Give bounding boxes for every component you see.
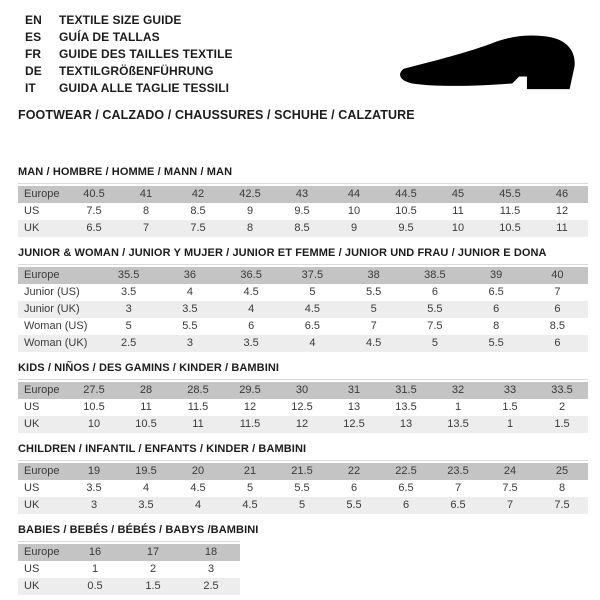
size-value: 4 <box>221 301 282 318</box>
size-value: 4.5 <box>172 480 224 497</box>
category-line: FOOTWEAR / CALZADO / CHAUSSURES / SCHUHE / CALZATURE <box>18 108 415 122</box>
size-value: 6 <box>527 301 588 318</box>
size-value: 31.5 <box>380 382 432 399</box>
size-value: 5 <box>98 318 159 335</box>
size-value: 42.5 <box>224 186 276 203</box>
size-value: 8 <box>120 203 172 220</box>
size-value: 5.5 <box>276 480 328 497</box>
size-value: 38.5 <box>404 267 465 284</box>
size-value: 33 <box>484 382 536 399</box>
language-title: GUÍA DE TALLAS <box>59 30 160 44</box>
size-value: 39 <box>466 267 527 284</box>
size-value: 45 <box>432 186 484 203</box>
table-row <box>18 335 588 352</box>
size-value: 13 <box>328 399 380 416</box>
row-label: US <box>18 561 66 578</box>
size-value: 25 <box>536 463 588 480</box>
table-row <box>18 284 588 301</box>
size-value: 3.5 <box>221 335 282 352</box>
size-value: 19 <box>68 463 120 480</box>
size-value: 1.5 <box>536 416 588 433</box>
section-title: KIDS / NIÑOS / DES GAMINS / KINDER / BAMBINI <box>18 362 280 374</box>
size-value: 5.5 <box>328 497 380 514</box>
row-label: Europe <box>18 267 98 284</box>
size-value: 24 <box>484 463 536 480</box>
size-value: 12 <box>536 203 588 220</box>
language-code: EN <box>25 13 42 27</box>
size-value: 13.5 <box>432 416 484 433</box>
size-value: 2 <box>124 561 182 578</box>
size-value: 4 <box>120 480 172 497</box>
size-value: 6.5 <box>68 220 120 237</box>
size-value: 12 <box>224 399 276 416</box>
size-value: 36 <box>159 267 220 284</box>
row-label: Woman (US) <box>18 318 98 335</box>
size-value: 6 <box>404 284 465 301</box>
size-value: 4 <box>159 284 220 301</box>
table-row <box>18 544 240 561</box>
section-title: MAN / HOMBRE / HOMME / MANN / MAN <box>18 166 233 178</box>
size-value: 10.5 <box>120 416 172 433</box>
size-value: 5.5 <box>159 318 220 335</box>
size-value: 46 <box>536 186 588 203</box>
size-value: 4 <box>282 335 343 352</box>
size-value: 13.5 <box>380 399 432 416</box>
row-label: UK <box>18 220 68 237</box>
size-value: 1 <box>66 561 124 578</box>
row-label: Woman (UK) <box>18 335 98 352</box>
size-value: 7 <box>120 220 172 237</box>
size-value: 7.5 <box>172 220 224 237</box>
row-label: US <box>18 203 68 220</box>
size-value: 19.5 <box>120 463 172 480</box>
size-value: 8.5 <box>276 220 328 237</box>
size-value: 1 <box>432 399 484 416</box>
table-row <box>18 220 588 237</box>
size-table-wrap <box>18 460 588 514</box>
size-section <box>18 524 588 595</box>
size-value: 5 <box>276 497 328 514</box>
size-value: 7 <box>527 284 588 301</box>
table-row <box>18 318 588 335</box>
table-row <box>18 399 588 416</box>
size-value: 11.5 <box>484 203 536 220</box>
size-value: 17 <box>124 544 182 561</box>
language-code: FR <box>25 47 42 61</box>
row-label: Junior (US) <box>18 284 98 301</box>
size-value: 10 <box>432 220 484 237</box>
header-block <box>18 12 588 122</box>
size-value: 10 <box>68 416 120 433</box>
table-row <box>18 382 588 399</box>
size-value: 43 <box>276 186 328 203</box>
size-value: 4.5 <box>343 335 404 352</box>
size-value: 30 <box>276 382 328 399</box>
size-table <box>18 186 588 237</box>
size-value: 6 <box>466 301 527 318</box>
size-value: 36.5 <box>221 267 282 284</box>
size-value: 11.5 <box>172 399 224 416</box>
size-table-wrap <box>18 541 240 595</box>
size-value: 12.5 <box>276 399 328 416</box>
row-label: Junior (UK) <box>18 301 98 318</box>
row-label: US <box>18 399 68 416</box>
size-value: 6 <box>527 335 588 352</box>
size-value: 7.5 <box>404 318 465 335</box>
size-value: 40 <box>527 267 588 284</box>
size-value: 3.5 <box>98 284 159 301</box>
size-value: 10 <box>328 203 380 220</box>
size-value: 45.5 <box>484 186 536 203</box>
size-table-wrap <box>18 183 588 237</box>
size-table <box>18 382 588 433</box>
size-value: 11 <box>172 416 224 433</box>
size-value: 28 <box>120 382 172 399</box>
size-value: 6.5 <box>466 284 527 301</box>
size-value: 5.5 <box>466 335 527 352</box>
size-value: 2.5 <box>98 335 159 352</box>
size-table <box>18 463 588 514</box>
size-value: 32 <box>432 382 484 399</box>
size-value: 16 <box>66 544 124 561</box>
size-value: 6 <box>328 480 380 497</box>
size-value: 5 <box>404 335 465 352</box>
table-row <box>18 301 588 318</box>
row-label: UK <box>18 497 68 514</box>
language-row <box>25 12 588 29</box>
size-value: 7 <box>432 480 484 497</box>
size-value: 6 <box>221 318 282 335</box>
size-value: 5.5 <box>404 301 465 318</box>
size-value: 2 <box>536 399 588 416</box>
size-value: 12.5 <box>328 416 380 433</box>
size-value: 3 <box>159 335 220 352</box>
size-value: 42 <box>172 186 224 203</box>
size-value: 1 <box>484 416 536 433</box>
size-table-wrap <box>18 264 588 352</box>
language-code: IT <box>25 81 36 95</box>
size-value: 31 <box>328 382 380 399</box>
size-value: 13 <box>380 416 432 433</box>
size-value: 22.5 <box>380 463 432 480</box>
size-value: 11.5 <box>224 416 276 433</box>
size-value: 3.5 <box>120 497 172 514</box>
table-row <box>18 203 588 220</box>
size-value: 1.5 <box>484 399 536 416</box>
size-value: 6 <box>380 497 432 514</box>
size-section <box>18 166 588 237</box>
row-label: UK <box>18 416 68 433</box>
language-code: DE <box>25 64 42 78</box>
size-value: 11 <box>536 220 588 237</box>
size-value: 5 <box>224 480 276 497</box>
size-value: 29.5 <box>224 382 276 399</box>
size-value: 8 <box>224 220 276 237</box>
size-value: 9.5 <box>276 203 328 220</box>
table-row <box>18 561 240 578</box>
size-value: 38 <box>343 267 404 284</box>
size-value: 7.5 <box>68 203 120 220</box>
size-value: 3.5 <box>68 480 120 497</box>
size-table <box>18 544 240 595</box>
dress-shoe-icon <box>395 30 591 94</box>
table-row <box>18 463 588 480</box>
size-value: 2.5 <box>182 578 240 595</box>
table-row <box>18 267 588 284</box>
size-value: 3.5 <box>159 301 220 318</box>
size-value: 5 <box>282 284 343 301</box>
size-value: 7 <box>484 497 536 514</box>
row-label: Europe <box>18 544 66 561</box>
size-value: 3 <box>98 301 159 318</box>
language-title: GUIDA ALLE TAGLIE TESSILI <box>59 81 230 95</box>
language-title: GUIDE DES TAILLES TEXTILE <box>59 47 233 61</box>
row-label: UK <box>18 578 66 595</box>
size-tables <box>18 166 588 595</box>
size-value: 33.5 <box>536 382 588 399</box>
size-value: 8 <box>466 318 527 335</box>
size-value: 27.5 <box>68 382 120 399</box>
size-value: 3 <box>182 561 240 578</box>
language-title: TEXTILGRÖßENFÜHRUNG <box>59 64 214 78</box>
size-value: 21.5 <box>276 463 328 480</box>
size-section <box>18 443 588 514</box>
size-value: 9 <box>328 220 380 237</box>
size-value: 11 <box>432 203 484 220</box>
size-value: 40.5 <box>68 186 120 203</box>
row-label: US <box>18 480 68 497</box>
size-value: 7 <box>343 318 404 335</box>
size-value: 35.5 <box>98 267 159 284</box>
size-value: 10.5 <box>484 220 536 237</box>
size-value: 9 <box>224 203 276 220</box>
size-value: 11 <box>120 399 172 416</box>
section-title: JUNIOR & WOMAN / JUNIOR Y MUJER / JUNIOR ET FEMME / JUNIOR UND FRAU / JUNIOR E DONA <box>18 247 547 259</box>
size-value: 44.5 <box>380 186 432 203</box>
size-value: 5 <box>343 301 404 318</box>
size-value: 10.5 <box>68 399 120 416</box>
size-value: 18 <box>182 544 240 561</box>
size-value: 44 <box>328 186 380 203</box>
size-table-wrap <box>18 379 588 433</box>
size-value: 1.5 <box>124 578 182 595</box>
size-value: 5.5 <box>343 284 404 301</box>
size-value: 4.5 <box>221 284 282 301</box>
size-section <box>18 247 588 352</box>
size-value: 7.5 <box>536 497 588 514</box>
size-value: 8 <box>536 480 588 497</box>
table-row <box>18 497 588 514</box>
table-row <box>18 480 588 497</box>
size-value: 21 <box>224 463 276 480</box>
size-value: 6.5 <box>282 318 343 335</box>
section-title: CHILDREN / INFANTIL / ENFANTS / KINDER / BAMBINI <box>18 443 307 455</box>
table-row <box>18 416 588 433</box>
size-value: 8.5 <box>527 318 588 335</box>
size-table <box>18 267 588 352</box>
row-label: Europe <box>18 186 68 203</box>
size-value: 12 <box>276 416 328 433</box>
size-value: 6.5 <box>380 480 432 497</box>
size-value: 41 <box>120 186 172 203</box>
size-value: 7.5 <box>484 480 536 497</box>
table-row <box>18 578 240 595</box>
table-row <box>18 186 588 203</box>
size-value: 6.5 <box>432 497 484 514</box>
language-title: TEXTILE SIZE GUIDE <box>59 13 182 27</box>
size-value: 3 <box>68 497 120 514</box>
size-value: 9.5 <box>380 220 432 237</box>
language-code: ES <box>25 30 42 44</box>
size-value: 4.5 <box>282 301 343 318</box>
size-value: 28.5 <box>172 382 224 399</box>
size-value: 22 <box>328 463 380 480</box>
size-value: 8.5 <box>172 203 224 220</box>
section-title: BABIES / BEBÉS / BÉBÉS / BABYS /BAMBINI <box>18 524 259 536</box>
size-value: 4.5 <box>224 497 276 514</box>
size-value: 20 <box>172 463 224 480</box>
size-value: 10.5 <box>380 203 432 220</box>
row-label: Europe <box>18 382 68 399</box>
size-value: 23.5 <box>432 463 484 480</box>
size-value: 0.5 <box>66 578 124 595</box>
size-value: 4 <box>172 497 224 514</box>
row-label: Europe <box>18 463 68 480</box>
size-value: 37.5 <box>282 267 343 284</box>
size-section <box>18 362 588 433</box>
